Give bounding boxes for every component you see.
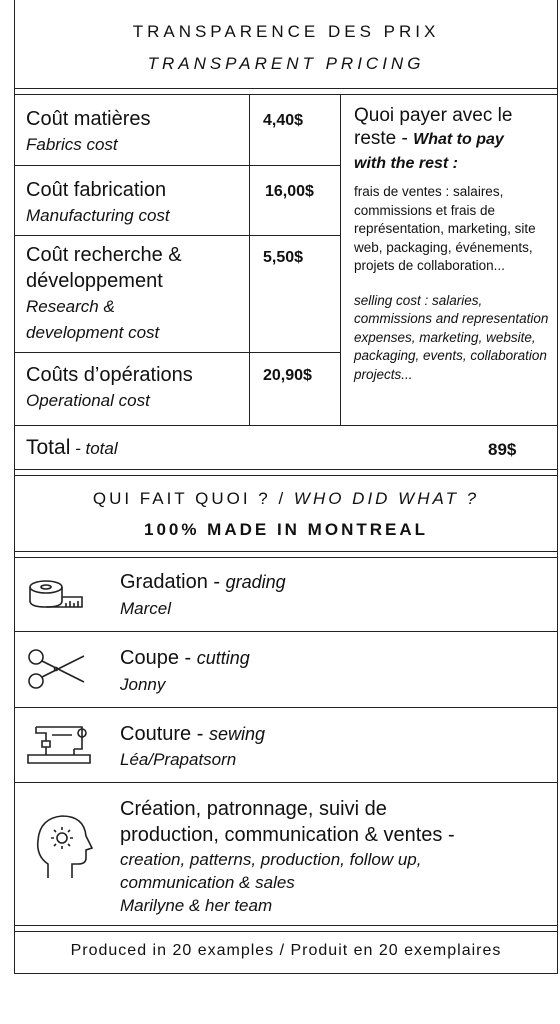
scissors-icon (26, 648, 86, 695)
rest-heading-en: What to pay (413, 131, 504, 148)
role-title: Couture (120, 723, 192, 745)
role-title: Création, patronnage, suivi de (120, 798, 387, 820)
divider (14, 352, 340, 353)
who-heading (14, 489, 558, 509)
divider (14, 88, 558, 89)
measuring-tape-icon (26, 575, 86, 620)
divider (14, 235, 340, 236)
divider (340, 94, 341, 425)
cost-price: 5,50$ (263, 249, 304, 266)
who-heading-fr: QUI FAIT QUOI ? / (92, 489, 294, 508)
sewing-machine-icon (26, 719, 92, 774)
cost-sublabel: Fabrics cost (26, 135, 118, 154)
role-title: production, communication & ventes - (120, 824, 455, 846)
cost-sublabel: Manufacturing cost (26, 206, 170, 225)
total-label-group (26, 436, 118, 460)
cost-sublabel: Research & (26, 297, 115, 316)
role-creation-en (120, 848, 421, 894)
rest-text-en: selling cost : salaries, commissions and representation expenses, marketing, website, packaging, events, collaboration projects... (354, 292, 549, 382)
head-gear-icon (34, 812, 94, 887)
cost-manufacturing (26, 177, 170, 229)
divider (14, 557, 558, 558)
who-heading-en: WHO DID WHAT ? (293, 489, 480, 508)
role-title-en: sewing (208, 724, 265, 744)
role-cutting-title: Coupe - cutting (120, 647, 250, 669)
divider (14, 931, 558, 932)
total-value: 89$ (488, 440, 517, 459)
cost-price: 4,40$ (263, 112, 304, 129)
divider (249, 94, 250, 425)
role-creation-name: Marilyne & her team (120, 896, 273, 915)
role-title-en: cutting (196, 648, 250, 668)
rest-explanation (354, 104, 554, 384)
rest-text-fr: frais de ventes : salaires, commissions et frais de représentation, marketing, site web, packaging, événements, projets de collaboration... (354, 184, 536, 273)
rest-heading-line: reste - (354, 128, 414, 149)
cost-sublabel: development cost (26, 323, 160, 342)
divider (14, 707, 558, 708)
divider (14, 631, 558, 632)
total-sublabel: - total (70, 439, 118, 458)
cost-label: Coût matières (26, 108, 151, 130)
rest-heading (354, 104, 554, 175)
cost-sublabel: Operational cost (26, 391, 150, 410)
cost-label: développement (26, 270, 163, 292)
production-count: Produced in 20 examples / Produit en 20 exemplaires (70, 942, 502, 959)
divider (14, 425, 558, 426)
rest-heading-en: with the rest : (354, 155, 459, 172)
cost-price: 20,90$ (263, 367, 312, 384)
cost-research (26, 242, 182, 346)
cost-fabrics (26, 106, 151, 158)
divider (14, 94, 558, 95)
role-title-en: creation, patterns, production, follow up, (120, 850, 422, 869)
role-cutting-name: Jonny (120, 675, 166, 694)
total-label: Total (26, 436, 71, 459)
divider (14, 165, 340, 166)
divider (14, 551, 558, 552)
cost-label: Coûts d’opérations (26, 364, 193, 386)
role-title: Gradation (120, 571, 208, 593)
role-creation-title (120, 796, 455, 848)
cost-price: 16,00$ (265, 183, 314, 200)
rest-heading-line: Quoi payer avec le (354, 105, 513, 126)
divider (14, 925, 558, 926)
role-grading-name: Marcel (120, 599, 172, 618)
title-fr: TRANSPARENCE DES PRIX (132, 22, 440, 41)
role-title-en: grading (225, 572, 286, 592)
divider (14, 475, 558, 476)
role-sewing-name: Léa/Prapatsorn (120, 750, 237, 769)
divider (14, 782, 558, 783)
cost-operations (26, 362, 193, 414)
role-title: Coupe (120, 647, 179, 669)
role-sewing-title: Couture - sewing (120, 723, 265, 745)
title-en: TRANSPARENT PRICING (147, 54, 425, 73)
role-grading-title: Gradation - grading (120, 571, 286, 593)
divider (14, 469, 558, 470)
role-title-en: communication & sales (120, 873, 295, 892)
cost-label: Coût recherche & (26, 244, 182, 266)
cost-label: Coût fabrication (26, 179, 167, 201)
made-in-montreal: 100% MADE IN MONTREAL (143, 520, 429, 539)
